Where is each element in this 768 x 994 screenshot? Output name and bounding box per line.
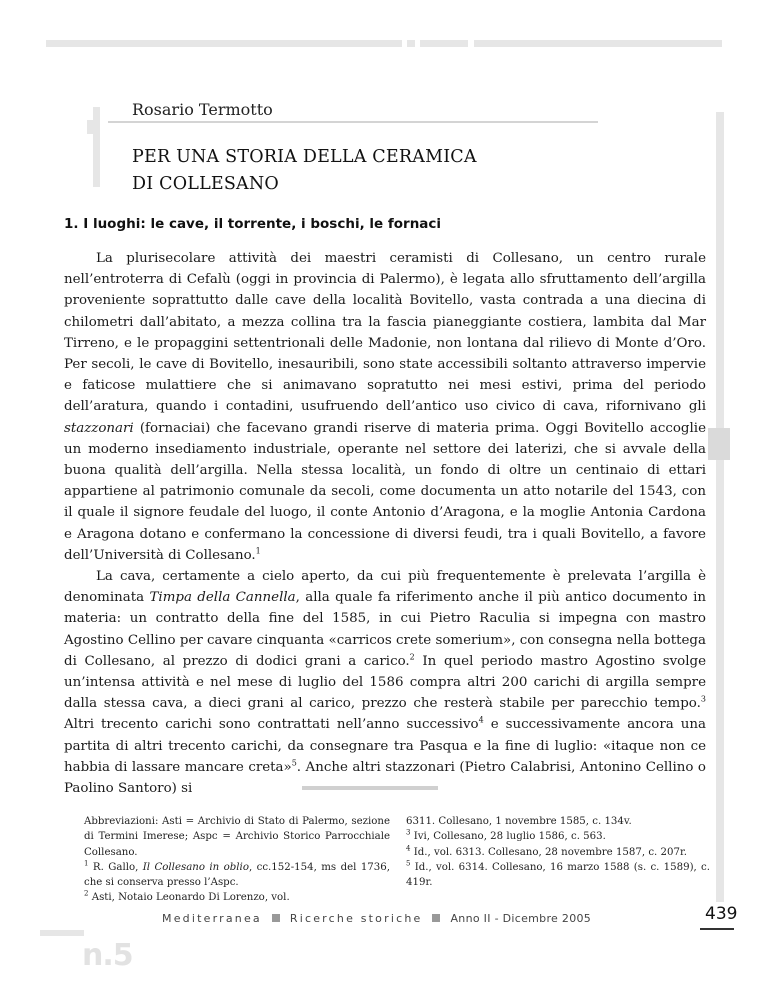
paragraph-1-emphasis: stazzonari — [64, 420, 134, 436]
running-footer — [162, 912, 591, 925]
right-decor-bar — [716, 112, 724, 902]
footer-separator-square — [432, 914, 440, 922]
footnote-5-text: Id., vol. 6314. Collesano, 16 marzo 1588 (s. c. 1589), c. 419r. — [406, 861, 710, 889]
footer-issue: Anno II - Dicembre 2005 — [450, 912, 592, 925]
paragraph-2-text-a: La cava, certamente a cielo aperto, da cui più frequentemente è prelevata l’argilla è denominata — [64, 569, 706, 606]
footnote-1-number: 1 — [84, 859, 89, 868]
article-title — [132, 144, 477, 198]
paragraph-2-emphasis: Timpa della Cannella — [149, 590, 296, 606]
footnote-1-text-b: , cc.152-154, ms del 1736, che si conserva presso l’Aspc. — [84, 861, 390, 889]
footnote-4-text: Id., vol. 6313. Collesano, 28 novembre 1587, c. 207r. — [410, 846, 687, 858]
footnote-ref-2: 2 — [409, 652, 415, 662]
top-decor-bar-right — [474, 40, 722, 47]
paragraph-2-text-e: e successivamente ancora una partita di altri trecento carichi, da consegnare tra Pasqua e la fine di luglio: «itaque non ce habbia di lassare mancare creta» — [64, 717, 706, 775]
footnote-4-number: 4 — [406, 844, 411, 853]
footnote-3-number: 3 — [406, 828, 411, 837]
footnote-5 — [406, 860, 710, 891]
footnote-3-text: Ivi, Collesano, 28 luglio 1586, c. 563. — [410, 831, 606, 843]
top-decor-bar-small — [407, 40, 415, 47]
footnote-ref-4: 4 — [478, 716, 484, 725]
top-decor-bar-left — [46, 40, 402, 47]
footnote-ref-1: 1 — [255, 546, 261, 556]
footnote-5-number: 5 — [406, 859, 411, 868]
author-underline — [108, 121, 598, 123]
footer-journal: Mediterranea — [162, 912, 262, 925]
left-decor-bar — [93, 107, 100, 187]
page-number: 439 — [705, 904, 738, 924]
section-heading: 1. I luoghi: le cave, il torrente, i boschi, le fornaci — [64, 216, 442, 232]
footnote-4 — [406, 845, 710, 860]
paragraph-2-text-d: Altri trecento carichi sono contrattati nell’anno successivo — [64, 717, 479, 733]
footnote-2 — [84, 890, 390, 905]
right-decor-tab — [708, 428, 730, 460]
article-title-line-1: PER UNA STORIA DELLA CERAMICA — [132, 147, 477, 167]
footnote-2-number: 2 — [84, 890, 89, 899]
footnote-ref-3: 3 — [700, 694, 706, 704]
footnotes-right-column — [406, 814, 710, 890]
footer-separator-square — [272, 914, 280, 922]
paragraph-1-text-b: (fornaciai) che facevano grandi riserve di materia prima. Oggi Bovitello accoglie un moderno insediamento industriale, operante nel settore dei laterizi, che si avvale della buona qualità dell’argilla. Nella stessa località, un fondo di oltre un centinaio di ettari appartiene al patrimonio comunale da secoli, come documenta un atto notarile del 1543, con il quale il signore feudale del luogo, il conte Antonio d’Aragona, e la moglie Antonia Cardona e Aragona dotano e confermano la concessione di diversi feudi, tra i quali Bovitello, a favore dell’Università di Collesano. — [64, 420, 706, 563]
footnote-1-text-a: R. Gallo, — [88, 861, 143, 873]
article-title-line-2: DI COLLESANO — [132, 174, 279, 194]
body-text — [64, 248, 706, 799]
footnote-ref-5: 5 — [291, 758, 297, 768]
paragraph-2 — [64, 566, 706, 799]
footnote-abbreviations: Abbreviazioni: Asti = Archivio di Stato di Palermo, sezione di Termini Imerese; Aspc = Archivio Storico Parrocchiale Collesano. — [84, 816, 390, 858]
paragraph-2-text-c: In quel periodo mastro Agostino svolge un’intensa attività e nel mese di luglio del 1586 compra altri 200 carichi di argilla sempre dalla stessa cava, a dieci grani al carico, prezzo che resterà stabile per parecchio tempo. — [64, 653, 706, 712]
paragraph-2-text-b: , alla quale fa riferimento anche il più antico documento in materia: un contratto della fine del 1585, in cui Pietro Raculia si impegna con mastro Agostino Cellino per cavare cinquanta «carricos crete somerium», con consegna nella bottega di Collesano, al prezzo di dodici grani a carico. — [64, 590, 706, 669]
top-decor-bar-mid — [420, 40, 468, 47]
issue-mark: n.5 — [82, 938, 133, 973]
footnote-3 — [406, 829, 710, 844]
paragraph-1 — [64, 248, 706, 566]
footer-section: Ricerche storiche — [289, 912, 423, 925]
paragraph-2-text-f: . Anche altri stazzonari (Pietro Calabrisi, Antonino Cellino o Paolino Santoro) si — [64, 759, 706, 797]
left-decor-tick — [87, 120, 93, 134]
footnotes-left-column — [84, 814, 390, 906]
bottom-decor-bar — [40, 930, 84, 936]
footnote-1 — [84, 860, 390, 891]
footnote-2-text: Asti, Notaio Leonardo Di Lorenzo, vol. — [88, 892, 290, 904]
footnote-1-emphasis: Il Collesano in oblio — [142, 861, 249, 873]
paragraph-1-text-a: La plurisecolare attività dei maestri ceramisti di Collesano, un centro rurale nell’entroterra di Cefalù (oggi in provincia di Palermo), è legata allo sfruttamento dell’argilla proveniente soprattutto dalle cave della località Bovitello, vasta contrada a una diecina di chilometri dall’abitato, a mezza collina tra la fascia pianeggiante costiera, lambita dal Mar Tirreno, e le propaggini settentrionali delle Madonie, non lontana dal rilievo di Monte d’Oro. Per secoli, le cave di Bovitello, inesauribili, sono state accessibili soltanto attraverso impervie e faticose mulattiere che si animavano sopratutto nei mesi estivi, prima del periodo dell’aratura, quando i contadini, usufruendo dell’antico uso civico di cava, rifornivano gli — [64, 251, 706, 415]
pagenum-rule — [700, 928, 734, 930]
footnote-2-continued: 6311. Collesano, 1 novembre 1585, c. 134v. — [406, 816, 632, 827]
author-name: Rosario Termotto — [132, 100, 273, 119]
